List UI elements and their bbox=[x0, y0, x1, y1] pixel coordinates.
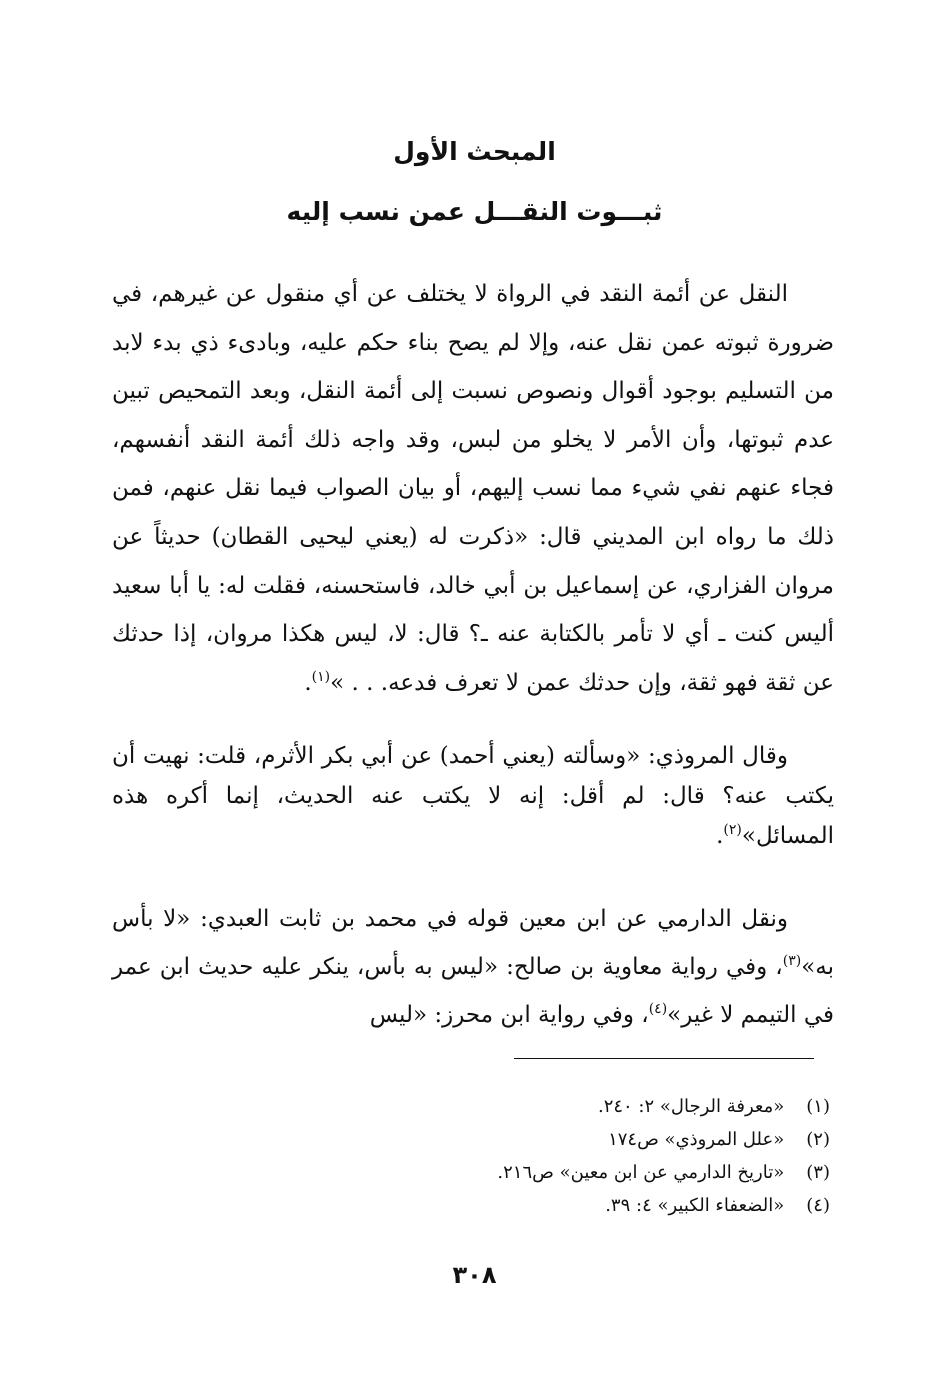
footnote-4 bbox=[300, 1189, 830, 1222]
paragraph-3 bbox=[112, 895, 834, 1039]
paragraph-2-text: وقال المروذي: «وسألته (يعني أحمد) عن أبي بكر الأثرم، قلت: نهيت أن يكتب عنه؟ قال: لم أقل: إنه لا يكتب عنه الحديث، إنما أكره هذه المسائل» bbox=[112, 743, 834, 849]
page-number: ٣٠٨ bbox=[452, 1261, 497, 1289]
paragraph-2-end: . bbox=[716, 823, 724, 849]
footnote-number: (٤) bbox=[806, 1195, 830, 1216]
footnote-ref-4: (٤) bbox=[648, 1001, 668, 1017]
footnote-ref-1: (١) bbox=[311, 668, 331, 685]
footnote-text: «تاريخ الدارمي عن ابن معين» ص٢١٦. bbox=[497, 1162, 785, 1183]
footnote-2 bbox=[300, 1123, 830, 1156]
paragraph-1-end: . bbox=[304, 669, 312, 696]
section-subheading: ثبـــوت النقـــل عمن نسب إليه bbox=[286, 197, 663, 226]
paragraph-1 bbox=[112, 270, 834, 707]
footnote-text: «معرفة الرجال» ٢: ٢٤٠. bbox=[597, 1096, 785, 1117]
paragraph-3-text-c: ، وفي رواية ابن محرز: «ليس bbox=[369, 1002, 649, 1028]
footnote-ref-3: (٣) bbox=[782, 953, 802, 969]
paragraph-1-text: النقل عن أئمة النقد في الرواة لا يختلف عن أي منقول عن غيرهم، في ضرورة ثبوته عمن نقل عنه، وإلا لم يصح بناء حكم عليه، وبادىء ذي بدء لابد من التسليم بوجود أقوال ونصوص نسبت إلى أئمة النقل، وبعد التمحيص تبين عدم ثبوتها، وأن الأمر لا يخلو من لبس، وقد واجه ذلك أئمة النقد أنفسهم، فجاء عنهم نفي شيء مما نسب إليهم، أو بيان الصواب فيما نقل عنهم، فمن ذلك ما رواه ابن المديني قال: «ذكرت له (يعني ليحيى القطان) حديثاً عن مروان الفزاري، عن إسماعيل بن أبي خالد، فاستحسنه، فقلت له: يا أبا سعيد أليس كنت ـ أي لا تأمر بالكتابة عنه ـ؟ قال: لا، ليس هكذا مروان، إذا حدثك عن ثقة فهو ثقة، وإن حدثك عمن لا تعرف فدعه. . . » bbox=[112, 281, 834, 696]
footnotes-list bbox=[300, 1090, 830, 1222]
footnote-3 bbox=[300, 1156, 830, 1189]
footnote-number: (١) bbox=[806, 1096, 830, 1117]
footnote-number: (٢) bbox=[806, 1129, 830, 1150]
footnote-text: «علل المروذي» ص١٧٤ bbox=[608, 1129, 785, 1150]
paragraph-3-text-b: ، وفي رواية معاوية بن صالح: «ليس به بأس، ينكر عليه حديث ابن عمر في التيمم لا غير» bbox=[112, 954, 834, 1028]
section-heading: المبحث الأول bbox=[393, 137, 556, 166]
footnote-1 bbox=[300, 1090, 830, 1123]
paragraph-3-text-a: ونقل الدارمي عن ابن معين قوله في محمد بن ثابت العبدي: «لا بأس به» bbox=[112, 906, 834, 980]
footnote-separator bbox=[514, 1058, 814, 1059]
footnote-ref-2: (٢) bbox=[723, 822, 742, 838]
footnote-text: «الضعفاء الكبير» ٤: ٣٩. bbox=[605, 1195, 785, 1216]
paragraph-2 bbox=[112, 736, 834, 856]
footnote-number: (٣) bbox=[806, 1162, 830, 1183]
